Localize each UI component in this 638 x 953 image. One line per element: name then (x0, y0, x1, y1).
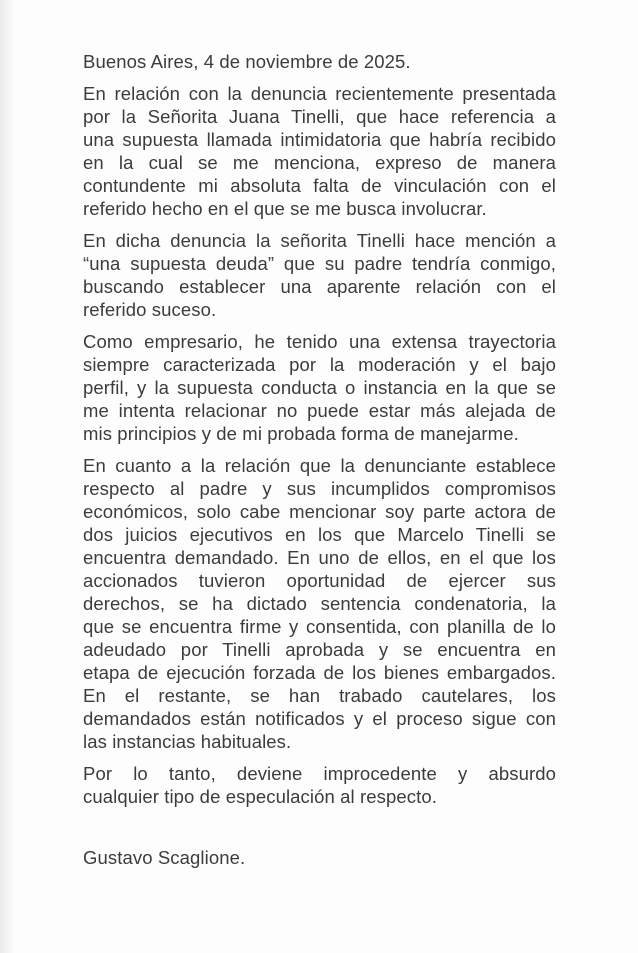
letter-paragraph (83, 229, 556, 321)
letter-line: Por lo tanto, deviene improcedente y absurdo (83, 763, 556, 784)
letter-line: accionados tuvieron oportunidad de ejercer sus (83, 570, 556, 591)
letter-line: adeudado por Tinelli aprobada y se encuentra en (83, 639, 556, 660)
letter-line: económicos, solo cabe mencionar soy parte actora de (83, 501, 556, 522)
letter-line: en la cual se me menciona, expreso de manera (83, 152, 556, 173)
letter-line: En relación con la denuncia recientemente presentada (83, 83, 556, 104)
letter-line: referido hecho en el que se me busca involucrar. (83, 198, 487, 219)
letter-line: encuentra demandado. En uno de ellos, en el que los (83, 547, 556, 568)
letter-line: por la Señorita Juana Tinelli, que hace referencia a (83, 106, 556, 127)
letter-line: “una supuesta deuda” que su padre tendría conmigo, (83, 253, 556, 274)
letter-date: Buenos Aires, 4 de noviembre de 2025. (83, 51, 411, 72)
letter-line: respecto al padre y sus incumplidos compromisos (83, 478, 556, 499)
letter-line: cualquier tipo de especulación al respecto. (83, 786, 437, 807)
letter-paragraph (83, 330, 556, 445)
letter-line: En cuanto a la relación que la denunciante establece (83, 455, 556, 476)
letter-line: derechos, se ha dictado sentencia condenatoria, la (83, 593, 556, 614)
letter-paragraph (83, 762, 556, 808)
letter-line: etapa de ejecución forzada de los bienes embargados. (83, 662, 556, 683)
letter-line: me intenta relacionar no puede estar más alejada de (83, 400, 556, 421)
letter-signature: Gustavo Scaglione. (83, 847, 246, 868)
letter-paragraph (83, 82, 556, 220)
letter-paragraph (83, 454, 556, 753)
letter (83, 50, 556, 869)
letter-line: En dicha denuncia la señorita Tinelli hace mención a (83, 230, 556, 251)
letter-line: siempre caracterizada por la moderación y el bajo (83, 354, 556, 375)
letter-line: perfil, y la supuesta conducta o instancia en la que se (83, 377, 556, 398)
letter-line: contundente mi absoluta falta de vinculación con el (83, 175, 556, 196)
letter-line: Como empresario, he tenido una extensa trayectoria (83, 331, 556, 352)
letter-line: una supuesta llamada intimidatoria que habría recibido (83, 129, 556, 150)
letter-line: que se encuentra firme y consentida, con planilla de lo (83, 616, 556, 637)
letter-line: demandados están notificados y el proceso sigue con (83, 708, 556, 729)
letter-line: dos juicios ejecutivos en los que Marcelo Tinelli se (83, 524, 556, 545)
letter-line: buscando establecer una aparente relación con el (83, 276, 556, 297)
letter-line: mis principios y de mi probada forma de manejarme. (83, 423, 519, 444)
letter-line: En el restante, se han trabado cautelares, los (83, 685, 556, 706)
letter-line: referido suceso. (83, 299, 217, 320)
letter-body (83, 82, 556, 808)
letter-line: las instancias habituales. (83, 731, 292, 752)
